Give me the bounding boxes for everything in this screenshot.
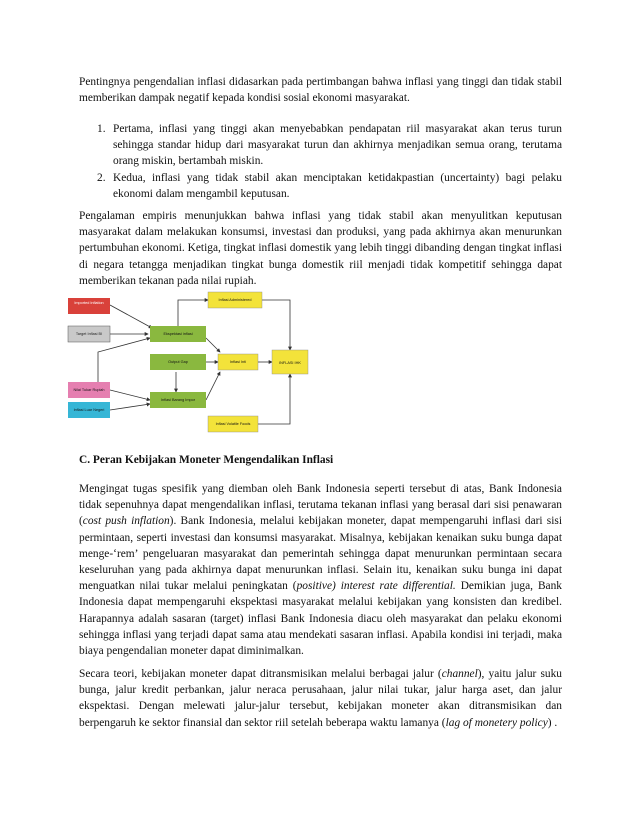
box-core-inflation-label: Inflasi Inti: [229, 360, 247, 364]
box-exchange-rate-label: Nilai Tukar Rupiah: [73, 388, 105, 392]
paragraph-empirical-text: Pengalaman empiris menunjukkan bahwa inflasi yang tidak stabil akan menyulitkan keputusan masyarakat dalam melakukan konsumsi, investasi dan produksi, yang pada akhirnya akan menurunkan pertumbuhan ekonomi. Ketiga, tingkat inflasi domestik yang lebih tinggi dibanding dengan tingkat inflasi di negara tetangga menjadikan tingkat bunga domestik riil menjadi tidak kompetitif sehingga dapat memberikan tekanan pada nilai rupiah.: [79, 210, 562, 287]
box-trading-partner-label: Inflasi Barang Impor: [161, 398, 195, 402]
box-administered-label: Inflasi Administered: [218, 298, 252, 302]
list-text: Kedua, inflasi yang tidak stabil akan menciptakan ketidakpastian (uncertainty) bagi pelaku ekonomi dalam mengambil keputusan.: [113, 171, 562, 200]
box-target-inflation-label: Target Inflasi BI: [75, 332, 103, 336]
numbered-list: [97, 121, 562, 202]
paragraph-transmission-text: [79, 666, 562, 731]
p4-italic-a: channel: [441, 668, 478, 680]
list-text: Pertama, inflasi yang tinggi akan menyebabkan pendapatan riil masyarakat akan terus turun sehingga standar hidup dari masyarakat turun dan akhirnya menjadikan semua orang, terutama orang miskin, bertambah miskin.: [113, 123, 562, 168]
p3-italic-b: positive) interest rate differential.: [296, 580, 456, 593]
p3-part-a: Mengingat tugas spesifik yang diemban oleh Bank Indonesia seperti tersebut di atas, Bank Indonesia tidak sepenuhnya dapat mengendalikan inflasi, terutama tekanan inflasi yang berasal dari sisi penawaran (: [79, 483, 562, 528]
p3-italic-a: cost push inflation: [82, 515, 170, 528]
p4-italic-b: lag of monetery policy: [445, 716, 548, 729]
p3-part-c: Demikian juga, Bank Indonesia dapat mempengaruhi ekspektasi masyarakat melalui kebijakan yang konsisten dan kredibel. Harapannya adalah sasaran (target) inflasi Bank Indonesia diacu oleh masyarakat dan pelaku ekonomi sehingga inflasi yang terjadi dapat sama atau mendekati sasaran inflasi. Apabila kondisi ini terjadi, maka biaya pengendalian moneter dapat diminimalkan.: [79, 580, 562, 658]
section-heading: [79, 452, 562, 468]
box-volatile-food-label: Inflasi Volatile Foods: [215, 422, 251, 426]
section-heading-text: C. Peran Kebijakan Moneter Mengendalikan Inflasi: [79, 454, 334, 466]
p4-part-a: Secara teori, kebijakan moneter dapat ditransmisikan melalui berbagai jalur (: [79, 668, 442, 680]
p4-part-b: ), yaitu jalur suku bunga, jalur kredit perbankan, jalur neraca perusahaan, jalur nilai tukar, jalur harga aset, dan jalur ekspektasi. Dengan melewati jalur-jalur tersebut, kebijakan moneter akan ditransmisikan dan berpengaruh ke sektor finansial dan sektor riil setelah beberapa waktu lamanya (: [79, 668, 562, 729]
paragraph-transmission: [79, 666, 562, 731]
box-cpi-label: INFLASI IHK: [279, 361, 301, 365]
list-item: [97, 170, 562, 202]
paragraph-monetary-role: [79, 481, 562, 659]
paragraph-intro: [79, 74, 562, 106]
box-output-gap-label: Output Gap: [168, 360, 188, 364]
p3-part-b: ). Bank Indonesia, melalui kebijakan moneter, dapat mempengaruhi inflasi dari sisi permintaan, seperti investasi dan konsumsi masyarakat. Misalnya, kebijakan kenaikan suku bunga dapat menge-‘rem’ pengeluaran masyarakat dan pemerintah sehingga dapat menurunkan permintaan secara keseluruhan yang pada akhirnya dapat menurunkan inflasi. Selain itu, kenaikan suku bunga ini dapat menguatkan nilai tukar melalui peningkatan (: [79, 515, 562, 593]
paragraph-monetary-role-text: [79, 481, 562, 659]
list-item: [97, 121, 562, 170]
diagram-boxes: [68, 292, 308, 432]
paragraph-intro-text: Pentingnya pengendalian inflasi didasarkan pada pertimbangan bahwa inflasi yang tinggi dan tidak stabil memberikan dampak negatif kepada kondisi sosial ekonomi masyarakat.: [79, 76, 562, 105]
box-expectation-label: Ekspektasi inflasi: [163, 332, 193, 336]
list-number: 2.: [97, 171, 106, 184]
p4-part-c: ) .: [547, 716, 558, 729]
paragraph-empirical: [79, 208, 562, 289]
list-number: 1.: [97, 123, 106, 135]
box-partner-inflation-label: Inflasi Luar Negeri: [73, 408, 105, 412]
inflation-flow-diagram: [58, 288, 313, 433]
box-imported-inflation-label: Imported Inflation: [74, 301, 104, 305]
